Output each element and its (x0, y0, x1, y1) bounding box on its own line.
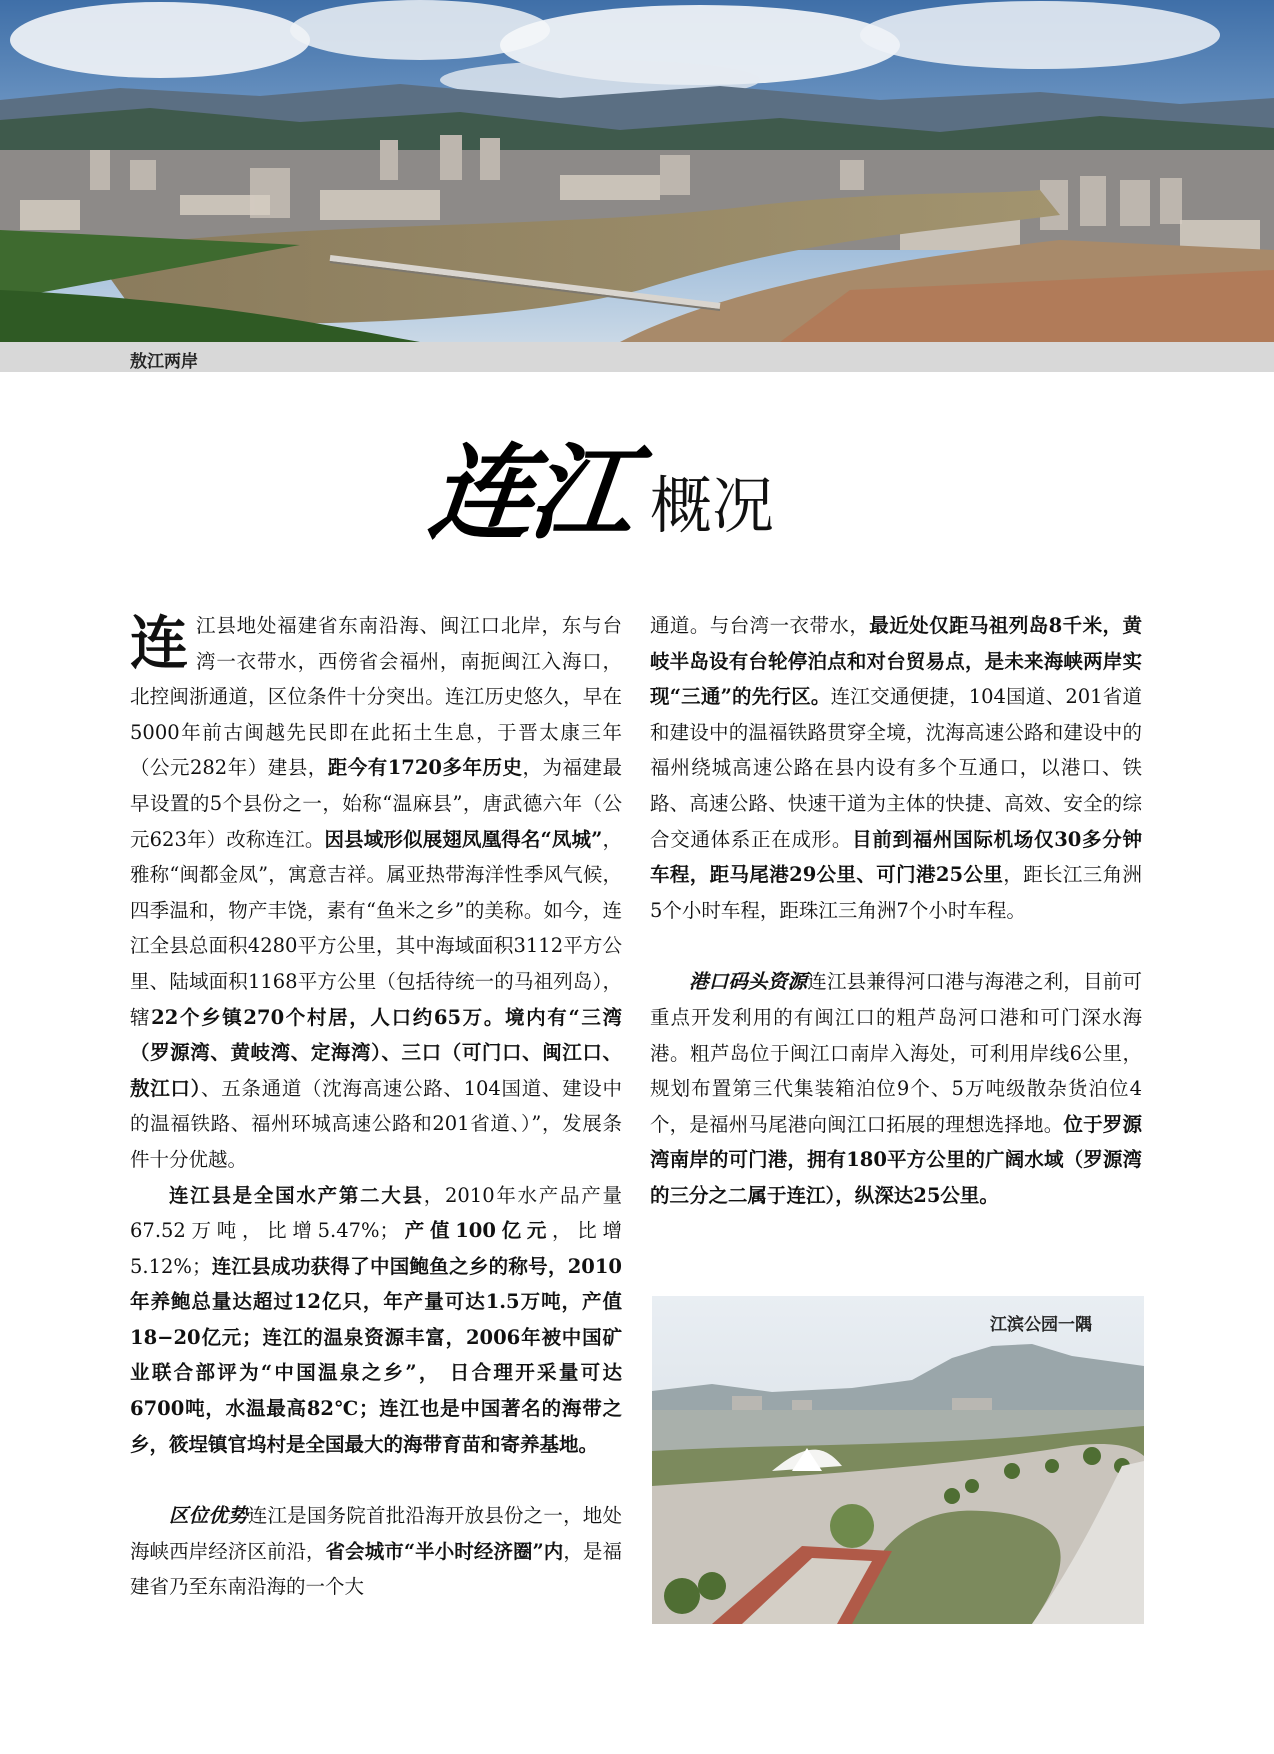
paragraph-location (130, 1498, 622, 1605)
text-run: 江县地处福建省东南沿海、闽江口北岸，东与台湾一衣带水，西傍省会福州，南扼闽江入海口，北控闽浙通道，区位条件十分突出。连江历史悠久，早在5000年前古闽越先民即在此拓土生息，于晋太康三年（公元282年）建县， (130, 614, 622, 780)
right-column (650, 608, 1142, 1214)
bold-run: 产值100亿元 (399, 1219, 553, 1243)
text-run: ，雅称“闽都金凤”，寓意吉祥。属亚热带海洋性季风气候，四季温和，物产丰饶，素有“鱼米之乡”的美称。如今，连江全县总面积4280平方公里，其中海域面积3112平方公里、陆域面积1168平方公里（包括待统一的马祖列岛），辖 (130, 827, 622, 1029)
section-heading: 港口码头资源 (689, 970, 808, 994)
text-run: ，2010年水产品产量67.52万吨，比增5.47%； (130, 1183, 622, 1243)
bold-run: 位于罗源湾南岸的可门港，拥有180平方公里的广阔水域（罗源湾的三分之二属于连江），纵深达25公里。 (650, 1112, 1142, 1207)
left-column (130, 608, 622, 1605)
park-caption: 江滨公园一隅 (990, 1315, 1092, 1335)
section-heading: 区位优势 (169, 1504, 248, 1528)
hero-caption: 敖江两岸 (130, 352, 198, 372)
title-sub: 概况 (650, 469, 775, 542)
bold-run: 连江县是全国水产第二大县 (169, 1183, 424, 1207)
text-run: ，是福建省乃至东南沿海的一个大 (130, 1539, 622, 1599)
text-run: ，距长江三角洲5个小时车程，距珠江三角洲7个小时车程。 (650, 863, 1142, 922)
bold-run: 最近处仅距马祖列岛8千米，黄岐半岛设有台轮停泊点和对台贸易点，是未来海峡两岸实现“三通”的先行区。 (650, 614, 1142, 709)
hero-photo (0, 0, 1274, 342)
bold-run: 目前到福州国际机场仅30多分钟车程，距马尾港29公里、可门港25公里 (650, 827, 1142, 887)
riverside-park-photo (652, 1296, 1144, 1624)
paragraph-gap (650, 928, 1142, 964)
page-title (423, 425, 775, 554)
bold-run: 因县域形似展翅凤凰得名“凤城” (324, 827, 603, 851)
text-run: 通道。与台湾一衣带水， (650, 614, 870, 637)
bold-run: 距今有1720多年历史 (327, 756, 523, 780)
bold-run: 省会城市“半小时经济圈”内 (325, 1539, 564, 1563)
title-main: 连江 (423, 432, 637, 554)
text-run: 、五条通道（沈海高速公路、104国道、建设中的温福铁路、福州环城高速公路和201省道、）”，发展条件十分优越。 (130, 1076, 622, 1171)
bold-run: 连江县成功获得了中国鲍鱼之乡的称号，2010年养鲍总量达超过12亿只，年产量可达1.5万吨，产值18−20亿元；连江的温泉资源丰富，2006年被中国矿业联合部评为“中国温泉之乡”， 日合理开采量可达6700吨，水温最高82℃；连江也是中国著名的海带之乡，筱埕镇官坞村是全国最大的海带育苗和寄养基地。 (130, 1254, 622, 1456)
paragraph-fishery (130, 1178, 622, 1463)
paragraph-intro (130, 608, 622, 1178)
text-run: 连江是国务院首批沿海开放县份之一，地处海峡西岸经济区前沿， (130, 1504, 622, 1563)
text-run: ，比增5.12%； (130, 1219, 622, 1278)
bold-run: 22个乡镇270个村居，人口约65万。境内有“三湾（罗源湾、黄岐湾、定海湾）、三口（可门口、闽江口、敖江口） (130, 1005, 622, 1100)
paragraph-gap (130, 1462, 622, 1498)
text-run: 连江县兼得河口港与海港之利，目前可重点开发利用的有闽江口的粗芦岛河口港和可门深水海港。粗芦岛位于闽江口南岸入海处，可利用岸线6公里，规划布置第三代集装箱泊位9个、5万吨级散杂货泊位4个，是福州马尾港向闽江口拓展的理想选择地。 (650, 970, 1142, 1136)
paragraph-transport (650, 608, 1142, 928)
city-river-photo (0, 0, 1274, 342)
text-run: 连江交通便捷，104国道、201省道和建设中的温福铁路贯穿全境，沈海高速公路和建设中的福州绕城高速公路在县内设有多个互通口，以港口、铁路、高速公路、快速干道为主体的快捷、高效、安全的综合交通体系正在成形。 (650, 685, 1142, 851)
text-run: ，为福建最早设置的5个县份之一，始称“温麻县”，唐武德六年（公元623年）改称连江。 (130, 756, 622, 851)
paragraph-port (650, 964, 1142, 1213)
park-photo (652, 1296, 1144, 1624)
drop-cap: 连 (130, 609, 189, 677)
